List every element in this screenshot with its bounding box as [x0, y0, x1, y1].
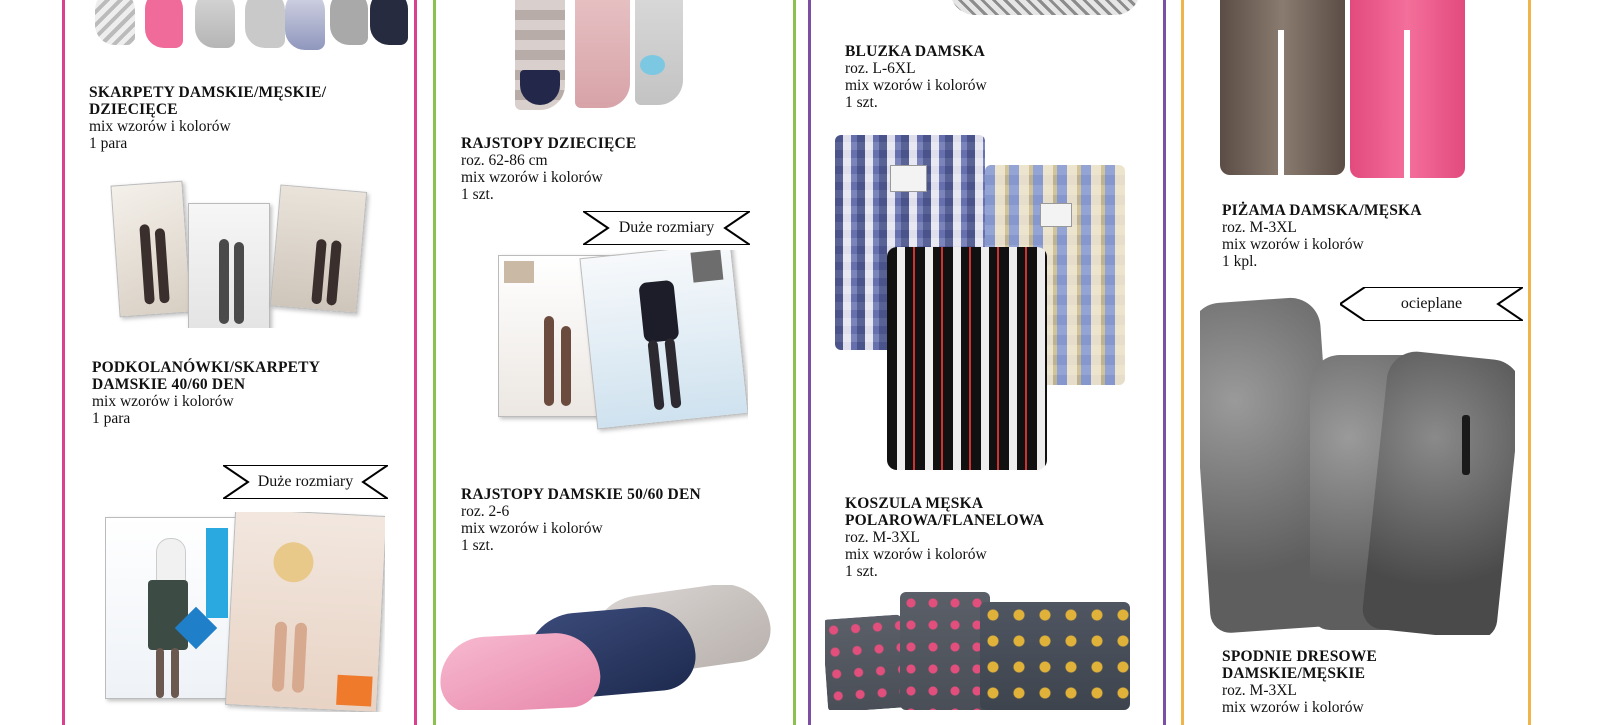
product-variant: mix wzorów i kolorów	[845, 77, 987, 94]
plus-size-ribbon	[223, 465, 388, 499]
ribbon-label: ocieplane	[1400, 295, 1463, 312]
product-flannel-shirt	[845, 495, 1044, 580]
product-quantity: 1 szt.	[845, 563, 878, 580]
pajamas-product-image[interactable]	[1220, 0, 1470, 180]
product-womens-tights	[461, 486, 701, 554]
product-title: KOSZULA MĘSKA	[845, 495, 984, 512]
product-size: roz. 62-86 cm	[461, 152, 548, 169]
product-socks	[89, 84, 326, 152]
product-size: roz. M-3XL	[1222, 682, 1297, 699]
product-title: DAMSKIE/MĘSKIE	[1222, 665, 1366, 682]
product-size: roz. L-6XL	[845, 60, 916, 77]
product-pajamas	[1222, 202, 1422, 270]
product-title: RAJSTOPY DAMSKIE 50/60 DEN	[461, 486, 701, 503]
product-variant: mix wzorów i kolorów	[461, 520, 603, 537]
product-blouse	[845, 43, 987, 111]
product-kids-tights	[461, 135, 636, 203]
product-variant: mix wzorów i kolorów	[461, 169, 603, 186]
slippers-product-image[interactable]	[440, 585, 785, 710]
insulated-ribbon	[1340, 287, 1523, 321]
product-variant: mix wzorów i kolorów	[92, 393, 234, 410]
product-title: PIŻAMA DAMSKA/MĘSKA	[1222, 202, 1422, 219]
product-variant: mix wzorów i kolorów	[1222, 699, 1364, 716]
product-title: DAMSKIE 40/60 DEN	[92, 376, 246, 393]
product-title: SKARPETY DAMSKIE/MĘSKIE/	[89, 84, 327, 101]
tights-plus-product-image[interactable]	[105, 512, 385, 712]
product-quantity: 1 para	[89, 135, 128, 152]
flannel-shirts-product-image[interactable]	[835, 135, 1130, 470]
product-quantity: 1 kpl.	[1222, 253, 1258, 270]
product-title: DZIECIĘCE	[89, 101, 178, 118]
product-sweatpants	[1222, 648, 1377, 716]
product-title: RAJSTOPY DZIECIĘCE	[461, 135, 637, 152]
product-size: roz. 2-6	[461, 503, 510, 520]
ribbon-label: Duże rozmiary	[618, 219, 715, 236]
product-title: SPODNIE DRESOWE	[1222, 648, 1378, 665]
womens-tights-product-image[interactable]	[498, 250, 748, 450]
kids-tights-product-image[interactable]	[505, 0, 695, 120]
product-variant: mix wzorów i kolorów	[1222, 236, 1364, 253]
plus-size-ribbon	[583, 211, 750, 245]
leggings-product-image[interactable]	[825, 592, 1135, 710]
product-title: BLUZKA DAMSKA	[845, 43, 985, 60]
kneehigh-product-image[interactable]	[110, 178, 375, 328]
product-title: PODKOLANÓWKI/SKARPETY	[92, 359, 321, 376]
product-kneehigh	[92, 359, 320, 427]
product-quantity: 1 szt.	[845, 94, 878, 111]
product-size: roz. M-3XL	[845, 529, 920, 546]
sweatpants-product-image[interactable]	[1200, 295, 1515, 635]
blouse-product-image[interactable]	[950, 0, 1140, 20]
product-variant: mix wzorów i kolorów	[89, 118, 231, 135]
ribbon-label: Duże rozmiary	[257, 473, 354, 490]
product-quantity: 1 para	[92, 410, 131, 427]
product-variant: mix wzorów i kolorów	[845, 546, 987, 563]
socks-product-image[interactable]	[85, 0, 415, 60]
product-quantity: 1 szt.	[461, 537, 494, 554]
product-quantity: 1 szt.	[461, 186, 494, 203]
product-title: POLAROWA/FLANELOWA	[845, 512, 1045, 529]
product-size: roz. M-3XL	[1222, 219, 1297, 236]
